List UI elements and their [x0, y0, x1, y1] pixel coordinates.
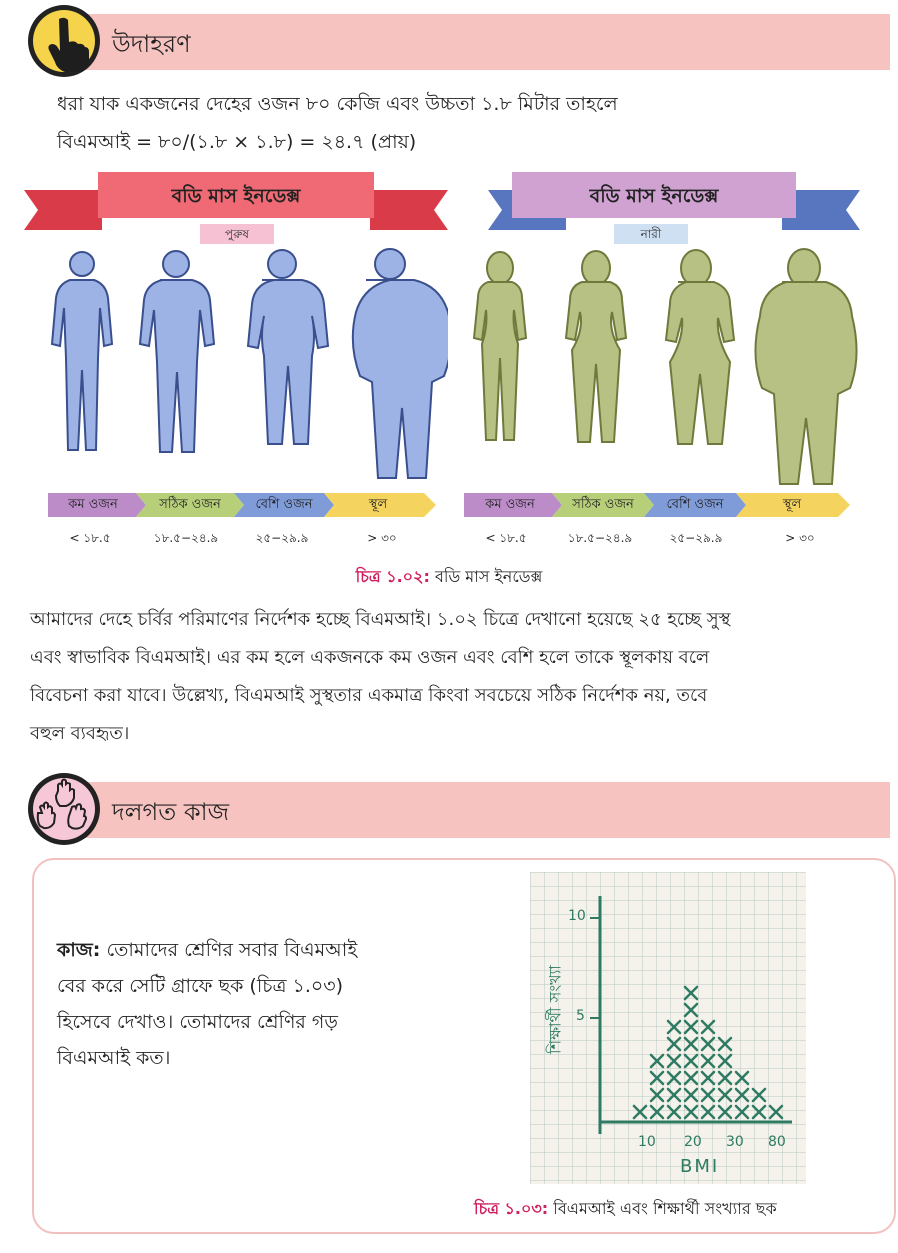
female-overweight-figure — [666, 250, 734, 444]
chart-ytick-10: 10 — [568, 908, 586, 924]
chart-xtick-80: 80 — [768, 1134, 786, 1150]
figure-102-caption-label: চিত্র ১.০২: — [355, 567, 430, 586]
female-tag: নারী — [614, 224, 688, 244]
male-underweight-figure — [52, 252, 112, 450]
male-cat-overweight: বেশি ওজন — [255, 497, 313, 512]
bmi-grid-chart — [530, 872, 806, 1184]
female-range-1: < ১৮.৫ — [485, 531, 527, 545]
body-line-1: আমাদের দেহে চর্বির পরিমাণের নির্দেশক হচ্ছে বিএমআই। ১.০২ চিত্রে দেখানো হয়েছে ২৫ হচ্ছে সুস্থ — [30, 609, 731, 630]
male-range-4: > ৩০ — [367, 531, 397, 545]
bmi-figure-male — [24, 172, 448, 552]
example-line-2: বিএমআই = ৮০/(১.৮ × ১.৮) = ২৪.৭ (প্রায়) — [57, 131, 417, 153]
task-line-2: বের করে সেটি গ্রাফে ছক (চিত্র ১.০৩) — [57, 975, 344, 997]
female-normal-figure — [566, 251, 626, 442]
male-cat-normal: সঠিক ওজন — [159, 497, 221, 512]
male-banner-title: বডি মাস ইনডেক্স — [171, 185, 301, 207]
female-obese-figure — [755, 249, 856, 484]
example-title: উদাহরণ — [112, 30, 191, 58]
male-overweight-figure — [248, 250, 328, 444]
body-line-2: এবং স্বাভাবিক বিএমআই। এর কম হলে একজনকে কম ওজন এবং বেশি হলে তাকে স্থূলকায় বলে — [30, 647, 710, 668]
figure-103-caption — [474, 1196, 777, 1223]
female-underweight-figure — [474, 252, 526, 440]
hands-icon — [28, 773, 100, 845]
chart-xlabel: BMI — [680, 1156, 720, 1177]
group-work-badge — [28, 773, 100, 845]
task-line-4: বিএমআই কত। — [57, 1047, 171, 1069]
female-range-3: ২৫−২৯.৯ — [669, 531, 723, 545]
task-label: কাজ: — [57, 939, 101, 961]
female-cat-overweight: বেশি ওজন — [666, 497, 724, 512]
chart-xtick-20: 20 — [684, 1134, 702, 1150]
female-cat-obese: স্থূল — [782, 497, 802, 512]
bmi-figure-female — [464, 172, 888, 552]
male-normal-figure — [140, 251, 214, 452]
male-cat-obese: স্থূল — [368, 497, 388, 512]
group-work-title: দলগত কাজ — [112, 798, 230, 826]
male-range-2: ১৮.৫−২৪.৯ — [153, 531, 219, 545]
male-obese-figure — [353, 249, 448, 478]
body-line-3: বিবেচনা করা যাবে। উল্লেখ্য, বিএমআই সুস্থতার একমাত্র কিংবা সবচেয়ে সঠিক নির্দেশক নয়, তবে — [30, 685, 708, 706]
male-silhouettes — [24, 248, 448, 488]
body-line-4: বহুল ব্যবহৃত। — [30, 723, 130, 744]
female-cat-underweight: কম ওজন — [485, 497, 535, 512]
pointing-hand-icon — [28, 5, 100, 77]
example-line-1: ধরা যাক একজনের দেহের ওজন ৮০ কেজি এবং উচ্চতা ১.৮ মিটার তাহলে — [57, 93, 618, 115]
chart-xtick-10: 10 — [638, 1134, 656, 1150]
figure-102-caption — [0, 564, 898, 591]
example-band — [70, 14, 890, 70]
female-range-4: > ৩০ — [785, 531, 815, 545]
chart-xtick-30: 30 — [726, 1134, 744, 1150]
female-cat-normal: সঠিক ওজন — [572, 497, 634, 512]
figure-102-caption-text: বডি মাস ইনডেক্স — [429, 567, 543, 586]
chart-ytick-5: 5 — [576, 1008, 585, 1024]
male-range-3: ২৫−২৯.৯ — [255, 531, 309, 545]
example-badge — [28, 5, 100, 77]
female-silhouettes — [464, 248, 888, 488]
male-tag: পুরুষ — [200, 224, 274, 244]
chart-ylabel: শিক্ষার্থী সংখ্যা — [545, 965, 565, 1054]
male-range-1: < ১৮.৫ — [69, 531, 111, 545]
task-line-3: হিসেবে দেখাও। তোমাদের শ্রেণির গড় — [57, 1011, 338, 1033]
figure-103-caption-label: চিত্র ১.০৩: — [474, 1199, 549, 1218]
male-cat-underweight: কম ওজন — [68, 497, 118, 512]
task-line-1 — [57, 932, 357, 968]
task-text-1: তোমাদের শ্রেণির সবার বিএমআই — [100, 939, 358, 961]
figure-103-caption-text: বিএমআই এবং শিক্ষার্থী সংখ্যার ছক — [548, 1199, 777, 1218]
female-range-2: ১৮.৫−২৪.৯ — [567, 531, 633, 545]
female-banner-title: বডি মাস ইনডেক্স — [589, 185, 719, 207]
